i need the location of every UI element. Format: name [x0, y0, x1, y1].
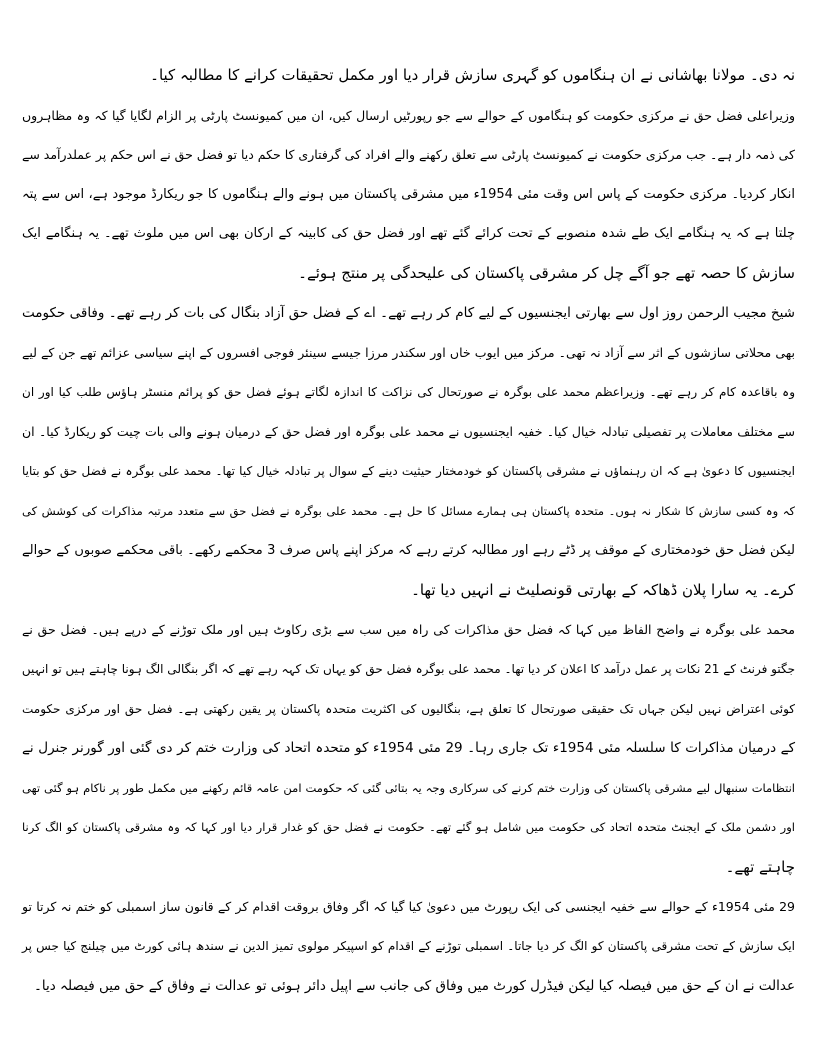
text-line: 29 مئی 1954ء کے حوالے سے خفیہ ایجنسی کی ایک رپورٹ میں دعویٰ کیا گیا کہ اگر وفاق بروقت اقدام کر کے قانون ساز اسمبلی کو ختم نہ کرتا تو — [22, 899, 795, 915]
text-line: اور دشمن ملک کے ایجنٹ متحدہ اتحاد کی حکومت میں شامل ہو گئے تھے۔ حکومت نے فضل حق کو غدار قرار دیا اور کہا کہ وہ مشرقی پاکستان کو الگ کرنا — [22, 820, 795, 835]
text-line: ایک سازش کے تحت مشرقی پاکستان کو الگ کر دیا جاتا۔ اسمبلی توڑنے کے اقدام کو اسپیکر مولوی تمیز الدین نے سندھ ہائی کورٹ میں چیلنج کیا جس پر — [22, 939, 795, 954]
document-page — [22, 56, 795, 1006]
text-line: کرے۔ یہ سارا پلان ڈھاکہ کے بھارتی قونصلیٹ نے انہیں دیا تھا۔ — [411, 580, 795, 599]
text-line: محمد علی بوگرہ نے واضح الفاظ میں کہا کہ فضل حق مذاکرات کی راہ میں سب سے بڑی رکاوٹ ہیں اور ملک توڑنے کے درپے ہیں۔ فضل حق نے — [22, 622, 795, 638]
paragraph — [22, 56, 795, 96]
text-line: کوئی اعتراض نہیں لیکن جہاں تک حقیقی صورتحال کا تعلق ہے، بنگالیوں کی اکثریت متحدہ پاکستان پر یقین رکھتی ہے۔ فضل حق اور مرکزی حکومت — [22, 701, 795, 716]
paragraph — [22, 96, 795, 294]
text-line: ایجنسیوں کا دعویٰ ہے کہ ان رہنماؤں نے مشرقی پاکستان کو خودمختار حیثیت دینے کے سوال پر تبادلہ خیال کیا تھا۔ محمد علی بوگرہ نے فضل حق کو بتایا — [22, 463, 795, 478]
text-line: چاہتے تھے۔ — [725, 857, 795, 876]
text-line: چلتا ہے کہ یہ ہنگامے ایک طے شدہ منصوبے کے تحت کرائے گئے تھے اور فضل حق کی کابینہ کے ارکان بھی اس میں ملوث تھے۔ یہ ہنگامے ایک — [22, 226, 795, 242]
text-line: سے مختلف معاملات پر تفصیلی تبادلہ خیال کیا۔ خفیہ ایجنسیوں نے محمد علی بوگرہ اور فضل حق کے درمیان ہونے والی بات چیت کو ریکارڈ کیا۔ ان — [22, 424, 795, 440]
text-line: انتظامات سنبھال لیے مشرقی پاکستان کی وزارت ختم کرنے کی سرکاری وجہ یہ بتائی گئی کہ حکومت امن عامہ قائم رکھنے میں مکمل طور پر ناکام ہو گئی تھی — [22, 780, 795, 795]
paragraph — [22, 294, 795, 611]
text-line: کے درمیان مذاکرات کا سلسلہ مئی 1954ء تک جاری رہا۔ 29 مئی 1954ء کو متحدہ اتحاد کی وزارت ختم کر دی گئی اور گورنر جنرل نے — [22, 740, 796, 757]
text-line: کہ وہ کسی سازش کا شکار نہ ہوں۔ متحدہ پاکستان ہی ہمارے مسائل کا حل ہے۔ محمد علی بوگرہ نے فضل حق سے متعدد مرتبہ مذاکرات کی کوشش کی — [22, 503, 795, 518]
text-line: لیکن فضل حق خودمختاری کے موقف پر ڈٹے رہے اور مطالبہ کرتے رہے کہ مرکز اپنے پاس صرف 3 محکمے رکھے۔ باقی محکمے صوبوں کے حوالے — [22, 543, 795, 559]
paragraph — [22, 887, 795, 1006]
text-line: وزیراعلی فضل حق نے مرکزی حکومت کو ہنگاموں کے حوالے سے جو رپورٹیں ارسال کیں، ان میں کمیونسٹ پارٹی پر الزام لگایا گیا کہ وہ مظاہروں — [22, 107, 795, 123]
text-line: نہ دی۔ مولانا بھاشانی نے ان ہنگاموں کو گہری سازش قرار دیا اور مکمل تحقیقات کرانے کا مطالبہ کیا۔ — [150, 66, 795, 84]
paragraph — [22, 610, 795, 887]
text-line: بھی محلاتی سازشوں کے اثر سے آزاد نہ تھی۔ مرکز میں ایوب خاں اور سکندر مرزا جیسے سینئر فوجی افسروں کے اپنے سیاسی عزائم تھے جن کے لیے — [22, 345, 795, 361]
text-line: وہ باقاعدہ کام کر رہے تھے۔ وزیراعظم محمد علی بوگرہ نے صورتحال کی نزاکت کا اندازہ لگاتے ہوئے فضل حق کو پرائم منسٹر ہاؤس طلب کیا اور ان — [22, 384, 795, 399]
text-line: انکار کردیا۔ مرکزی حکومت کے پاس اس وقت مئی 1954ء میں مشرقی پاکستان میں ہونے والے ہنگاموں کا جو ریکارڈ موجود ہے، اس سے پتہ — [22, 186, 796, 202]
text-line: عدالت نے ان کے حق میں فیصلہ کیا لیکن فیڈرل کورٹ میں وفاق کی جانب سے اپیل دائر ہوئی تو عدالت نے وفاق کے حق میں فیصلہ دیا۔ — [33, 977, 795, 994]
text-line: کی ذمہ دار ہے۔ جب مرکزی حکومت نے کمیونسٹ پارٹی سے تعلق رکھنے والے افراد کی گرفتاری کا حکم دیا تو فضل حق نے اس حکم پر عملدرآمد سے — [22, 147, 795, 163]
text-line: سازش کا حصہ تھے جو آگے چل کر مشرقی پاکستان کی علیحدگی پر منتج ہوئے۔ — [298, 263, 795, 282]
text-line: جگتو فرنٹ کے 21 نکات پر عمل درآمد کا اعلان کر دیا تھا۔ محمد علی بوگرہ فضل حق کو یہاں تک کہہ رہے تھے کہ اگر بنگالی الگ ہونا چاہتے ہیں تو انہیں — [21, 661, 795, 676]
text-line: شیخ مجیب الرحمن روز اول سے بھارتی ایجنسیوں کے لیے کام کر رہے تھے۔ اے کے فضل حق آزاد بنگال کی بات کر رہے تھے۔ وفاقی حکومت — [22, 304, 795, 321]
